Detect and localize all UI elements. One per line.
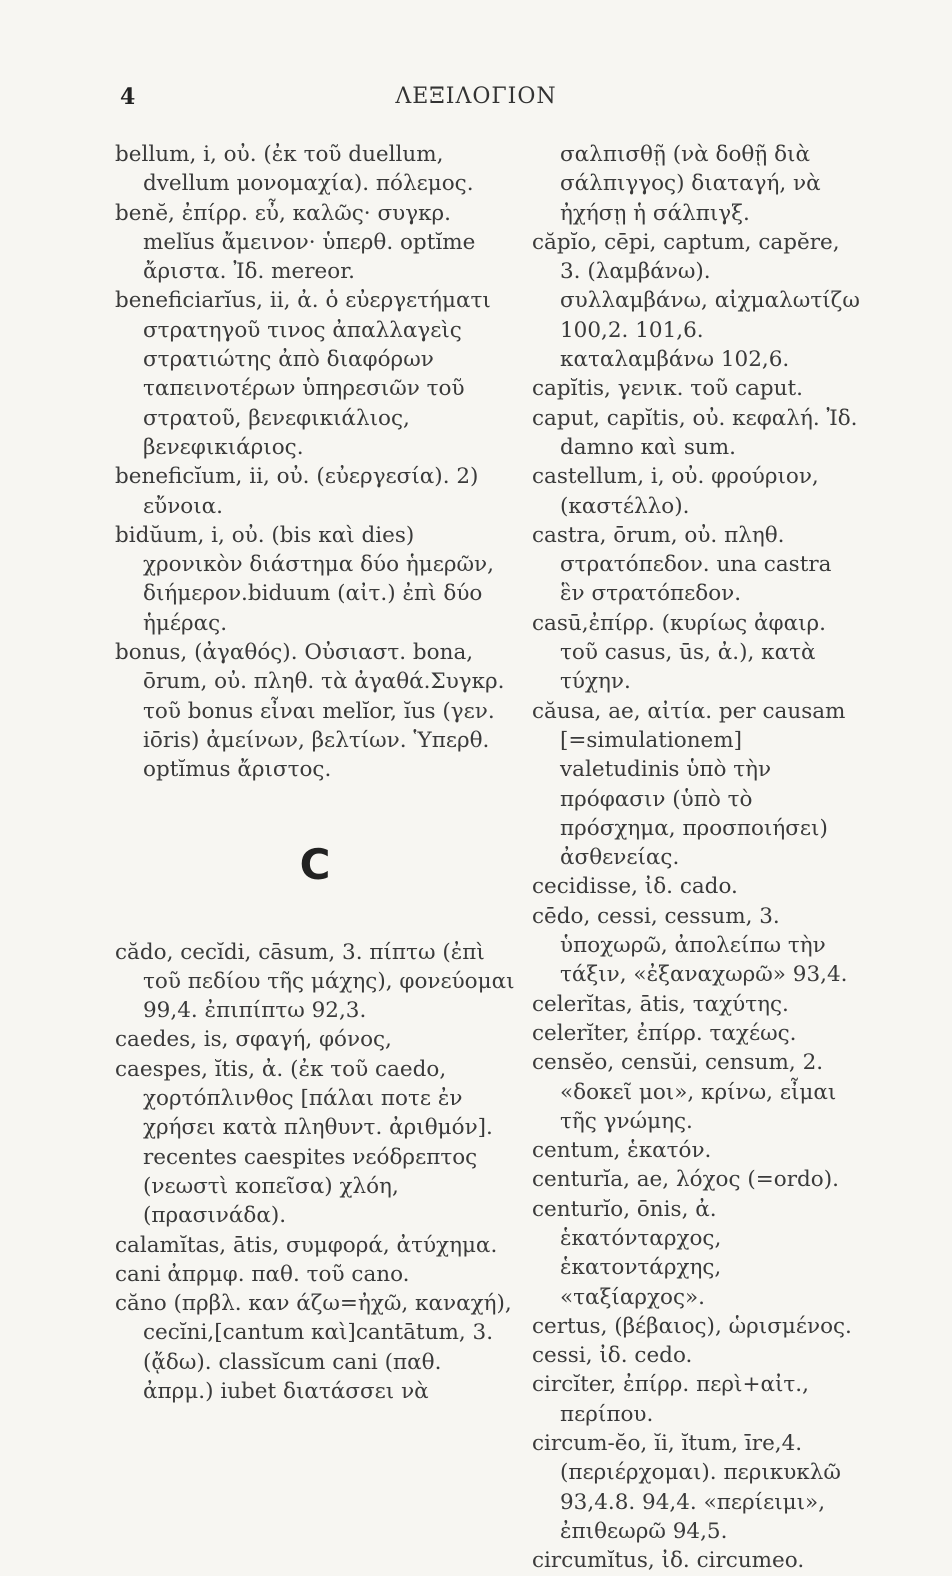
dictionary-entry: beneficiarĭus, ii, ἀ. ὁ εὐεργετήματι στρατηγοῦ τινος ἀπαλλαγεὶς στρατιώτης ἀπὸ διαφόρων ταπεινοτέρων ὑπηρεσιῶν τοῦ στρατοῦ, βενεφικιάλιος, βενεφικιάριος. (115, 288, 491, 460)
dictionary-entry: cēdo, cessi, cessum, 3. ὑποχωρῶ, ἀπολείπω τὴν τάξιν, «ἐξαναχωρῶ» 93,4. (532, 903, 848, 988)
dictionary-entry: circĭter, ἐπίρρ. περὶ+αἰτ., περίπου. (532, 1372, 809, 1427)
right-column (532, 140, 862, 1576)
dictionary-entry: certus, (βέβαιος), ὡρισμένος. (532, 1313, 852, 1339)
dictionary-entry: cădo, cecĭdi, cāsum, 3. πίπτω (ἐπὶ τοῦ πεδίου τῆς μάχης), φονεύομαι 99,4. ἐπιπίπτω 92,3. (115, 939, 515, 1024)
dictionary-entry: căno (πρβλ. καν άζω=ἠχῶ, καναχή), cecĭni,[cantum καὶ]cantātum, 3. (ᾄδω). classĭcum cani (παθ. ἀπρμ.) iubet διατάσσει νὰ (115, 1291, 512, 1404)
dictionary-entry: benĕ, ἐπίρρ. εὖ, καλῶς· συγκρ. melĭus ἄμεινον· ὑπερθ. optĭme ἄριστα. Ἰδ. mereor. (115, 200, 476, 285)
section-letter-heading: C (299, 839, 331, 889)
dictionary-entry: circumĭtus, ἰδ. circumeo. (532, 1548, 805, 1574)
dictionary-entry: cani ἀπρμφ. παθ. τοῦ cano. (115, 1261, 410, 1287)
dictionary-entry: censĕo, censŭi, censum, 2. «δοκεῖ μοι», κρίνω, εἶμαι τῆς γνώμης. (532, 1050, 837, 1134)
dictionary-entry: caput, capĭtis, οὐ. κεφαλή. Ἰδ. damno καὶ sum. (532, 405, 858, 460)
dictionary-entry: caedes, is, σφαγή, φόνος, (115, 1027, 392, 1053)
dictionary-entry: casū,ἐπίρρ. (κυρίως ἀφαιρ. τοῦ casus, ūs, ἀ.), κατὰ τύχην. (532, 610, 826, 695)
dictionary-entry: celerĭtas, ātis, ταχύτης. (532, 991, 789, 1017)
dictionary-entry: bidŭum, i, οὐ. (bis καὶ dies) χρονικὸν διάστημα δύο ἡμερῶν, διήμερον.biduum (αἰτ.) ἐπὶ δύο ἡμέρας. (115, 522, 494, 636)
dictionary-entry: calamĭtas, ātis, συμφορά, ἀτύχημα. (115, 1232, 498, 1258)
dictionary-entry: căpĭo, cēpi, captum, capĕre, 3. (λαμβάνω). συλλαμβάνω, αἰχμαλωτίζω 100,2. 101,6. καταλαμβάνω 102,6. (532, 229, 860, 373)
dictionary-entry: bonus, (ἀγαθός). Οὐσιαστ. bona, ōrum, οὐ. πληθ. τὰ ἀγαθά.Συγκρ. τοῦ bonus εἶναι melĭor, ĭus (γεν. iōris) ἀμείνων, βελτίων. Ὑπερθ. optĭmus ἄριστος. (115, 640, 505, 783)
page-number: 4 (120, 84, 136, 110)
dictionary-entry: centurĭo, ōnis, ἀ. ἑκατόνταρχος, ἑκατοντάρχης, «ταξίαρχος». (532, 1196, 722, 1310)
dictionary-entry: circum-ĕo, ĭi, ĭtum, īre,4.(περιέρχομαι). περικυκλῶ 93,4.8. 94,4. «περίειμι», ἐπιθεωρῶ 94,5. (532, 1431, 841, 1544)
dictionary-entry: cecidisse, ἰδ. cado. (532, 874, 738, 900)
dictionary-entry: centum, ἑκατόν. (532, 1138, 712, 1164)
dictionary-entry: bellum, i, οὐ. (ἐκ τοῦ duellum, dvellum μονομαχία). πόλεμος. (115, 142, 474, 197)
dictionary-entry: centurĭa, ae, λόχος (=ordo). (532, 1167, 839, 1193)
dictionary-entry: caespes, ĭtis, ἀ. (ἐκ τοῦ caedo, χορτόπλινθος [πάλαι ποτε ἐν χρήσει κατὰ πληθυντ. ἀριθμόν]. recentes caespites νεόδρεπτος (νεωστὶ κοπεῖσα) χλόη, (πρασινάδα). (115, 1056, 493, 1229)
dictionary-entry: castra, ōrum, οὐ. πληθ. στρατόπεδον. una castra ἓν στρατόπεδον. (532, 522, 832, 607)
dictionary-entry: cessi, ἰδ. cedo. (532, 1343, 693, 1369)
dictionary-entry: căusa, ae, αἰτία. per causam [=simulationem] valetudinis ὑπὸ τὴν πρόφασιν (ὑπὸ τὸ πρόσχημα, προσποιήσει) ἀσθενείας. (532, 698, 846, 871)
dictionary-entry: castellum, i, οὐ. φρούριον, (καστέλλο). (532, 464, 819, 519)
dictionary-entry: celerĭter, ἐπίρρ. ταχέως. (532, 1020, 797, 1046)
dictionary-entry-continuation: σαλπισθῇ (νὰ δοθῇ διὰ σάλπιγγος) διαταγή, νὰ ἠχήσῃ ἡ σάλπιγξ. (560, 142, 821, 226)
dictionary-entry: beneficĭum, ii, οὐ. (εὐεργεσία). 2) εὔνοια. (115, 464, 479, 519)
dictionary-entry: capĭtis, γενικ. τοῦ caput. (532, 376, 803, 402)
running-head: ΛΕΞΙΛΟΓΙΟΝ (395, 84, 557, 109)
left-column (115, 140, 515, 1406)
